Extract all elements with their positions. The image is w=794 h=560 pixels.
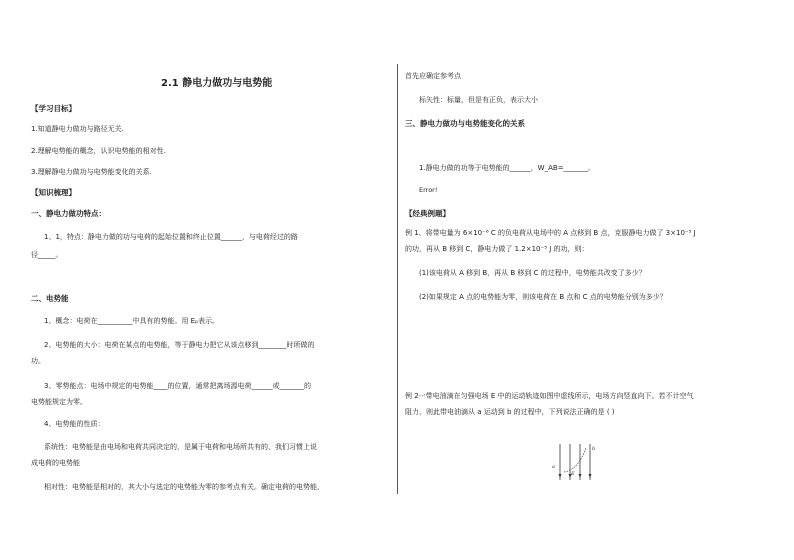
label-b: b: [592, 446, 596, 452]
example1-line2: 的功，再从 B 移到 C，静电力做了 1.2×10⁻⁵ J 的功，则：: [405, 245, 589, 253]
goals-header: 【学习目标】: [31, 104, 76, 113]
examples-header: 【经典例题】: [405, 209, 450, 218]
example2-line2: 阻力，则此带电油滴从 a 运动到 b 的过程中，下列说法正确的是 ( ): [405, 408, 615, 416]
field-arrow-4: [589, 474, 592, 478]
example1-question2: (2)如果规定 A 点的电势能为零，则该电荷在 B 点和 C 点的电势能分别为多少？: [419, 293, 667, 301]
section3-item1: 1.静电力做的功等于电势能的______，W_AB=_______。: [419, 164, 596, 172]
goal-item-1: 1.知道静电力做功与路径无关.: [31, 125, 124, 133]
column-divider: [397, 64, 398, 494]
section1-line1: 1、1，特点：静电力做的功与电荷的起始位置和终止位置______，与电荷经过的路: [44, 233, 298, 241]
error-text: Error!: [419, 186, 438, 194]
system-property-line1: 系统性：电势能是由电场和电荷共同决定的，是属于电荷和电场所共有的，我们习惯上说: [44, 443, 317, 451]
electric-field-figure: [548, 442, 608, 482]
potential-energy-magnitude-line1: 2、电势能的大小：电荷在某点的电势能，等于静电力把它从该点移到________时所做的: [44, 341, 315, 349]
zero-point-line2: 电势能规定为零。: [31, 398, 87, 406]
potential-energy-magnitude-line2: 功。: [31, 357, 45, 365]
section1-title: 一、静电力做功特点：: [31, 209, 106, 218]
example2-line1: 例 2一带电油滴在匀强电场 E 中的运动轨迹如图中虚线所示，电场方向竖直向下。若不计空气: [405, 392, 694, 400]
potential-energy-concept: 1、概念：电荷在__________中具有的势能。用 Eₚ表示。: [44, 317, 220, 325]
goal-item-2: 2.理解电势能的概念，认识电势能的相对性.: [31, 147, 166, 155]
section1-line2: 径_____。: [31, 251, 63, 259]
example1-line1: 例 1、将带电量为 6×10⁻⁶ C 的负电荷从电场中的 A 点移到 B 点，克服静电力做了 3×10⁻⁵ J: [405, 229, 696, 237]
example1-question1: (1)该电荷从 A 移到 B，再从 B 移到 C 的过程中，电势能共改变了多少？: [419, 269, 646, 277]
field-arrow-1: [559, 474, 562, 478]
goal-item-3: 3.理解静电力做功与电势能变化的关系.: [31, 168, 152, 176]
properties-title: 4、电势能的性质：: [44, 420, 105, 428]
zero-point-line1: 3、零势能点：电场中规定的电势能____的位置，通常把离场源电荷______或_______的: [44, 382, 311, 390]
section3-title: 三、静电力做功与电势能变化的关系: [405, 119, 525, 128]
scalar-property: 标矢性：标量，但是有正负，表示大小: [419, 96, 538, 104]
label-e: E: [571, 471, 575, 477]
knowledge-header: 【知识梳理】: [31, 188, 76, 197]
relative-property-line1: 相对性：电势能是相对的，其大小与选定的电势能为零的参考点有关。确定电荷的电势能，: [44, 483, 324, 491]
system-property-line2: 成电荷的电势能: [31, 459, 80, 467]
section2-title: 二、电势能: [31, 294, 69, 303]
trajectory-path: [564, 448, 586, 472]
page-title: 2.1 静电力做功与电势能: [161, 78, 273, 89]
label-a: a: [552, 464, 555, 470]
reference-point-line: 首先应确定参考点: [405, 72, 461, 80]
field-arrow-3: [579, 474, 582, 478]
